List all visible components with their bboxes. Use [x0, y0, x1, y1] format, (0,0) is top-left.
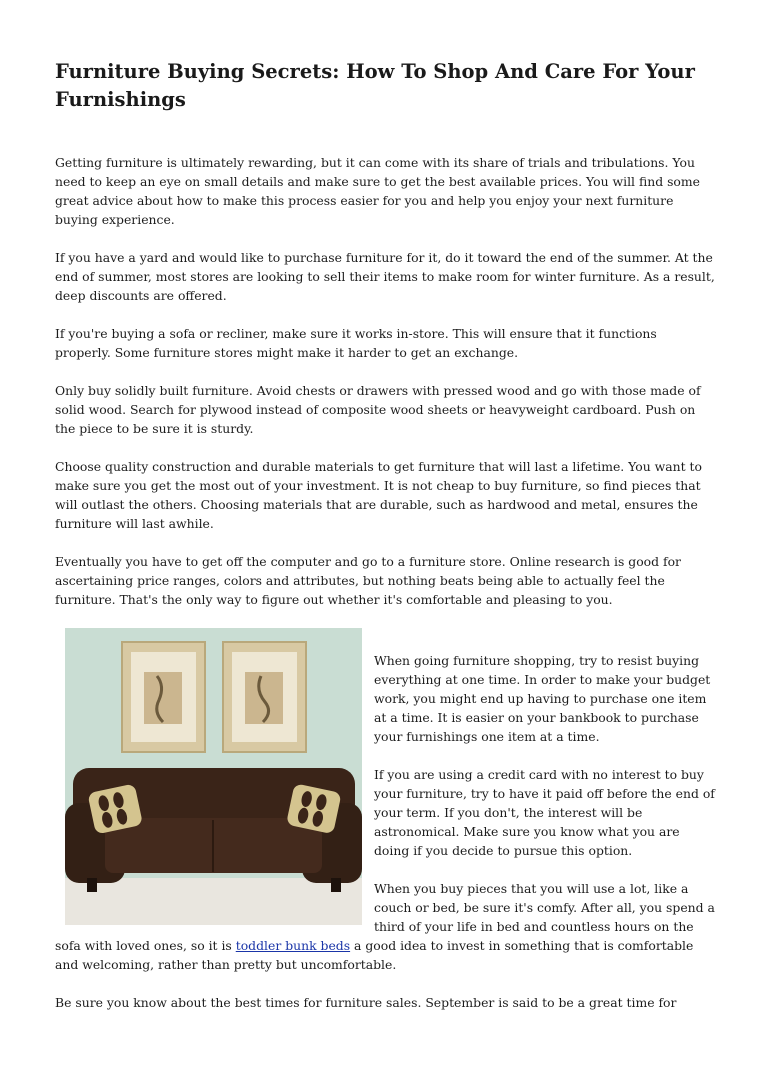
- paragraph: If you have a yard and would like to purchase furniture for it, do it toward the end of the summer. At the end of summer, most stores are looking to sell their items to make room for winter furniture. As a result, deep discounts are offered.: [55, 250, 715, 303]
- toddler-bunk-beds-link[interactable]: toddler bunk beds: [235, 938, 351, 953]
- wrap-text-before: When you buy pieces that you will use a lot, like a couch or bed, be sure it's comfy. After all, you spend a third of your life in bed and countless hours on the sofa with loved ones, so it is: [55, 881, 715, 953]
- wrap-text-after: a good idea to invest in something that is comfortable and welcoming, rather than pretty but uncomfortable.: [55, 938, 694, 972]
- page-title: Furniture Buying Secrets: How To Shop And Care For Your Furnishings: [55, 60, 695, 111]
- paragraph: If you're buying a sofa or recliner, make sure it works in-store. This will ensure that it functions properly. Some furniture stores might make it harder to get an exchange.: [55, 326, 657, 360]
- article: [55, 58, 715, 1012]
- paragraph: Choose quality construction and durable materials to get furniture that will last a lifetime. You want to make sure you get the most out of your investment. It is not cheap to buy furniture, so find pieces that will outlast the others. Choosing materials that are durable, such as hardwood and metal, ensures the furniture will last awhile.: [55, 459, 702, 531]
- paragraph: Be sure you know about the best times for furniture sales. September is said to be a great time for: [55, 995, 677, 1010]
- side-paragraph: When going furniture shopping, try to resist buying everything at one time. In order to make your budget work, you might end up having to purchase one item at a time. It is easier on your bankbook to purchase your furnishings one item at a time.: [374, 653, 711, 744]
- side-paragraph: If you are using a credit card with no interest to buy your furniture, try to have it paid off before the end of your term. If you don't, the interest will be astronomical. Make sure you know what you are doing if you decide to pursue this option.: [374, 767, 715, 858]
- paragraph: Only buy solidly built furniture. Avoid chests or drawers with pressed wood and go with those made of solid wood. Search for plywood instead of composite wood sheets or heavyweight cardboard. Push on the piece to be sure it is sturdy.: [55, 383, 701, 436]
- paragraph: Eventually you have to get off the computer and go to a furniture store. Online research is good for ascertaining price ranges, colors and attributes, but nothing beats being able to actually feel the furniture. That's the only way to figure out whether it's comfortable and pleasing to you.: [55, 554, 681, 607]
- sofa-photo: [65, 628, 362, 925]
- sofa-illustration: [65, 628, 362, 925]
- paragraph: Getting furniture is ultimately rewarding, but it can come with its share of trials and tribulations. You need to keep an eye on small details and make sure to get the best available prices. You will find some great advice about how to make this process easier for you and help you enjoy your next furniture buying experience.: [55, 155, 700, 227]
